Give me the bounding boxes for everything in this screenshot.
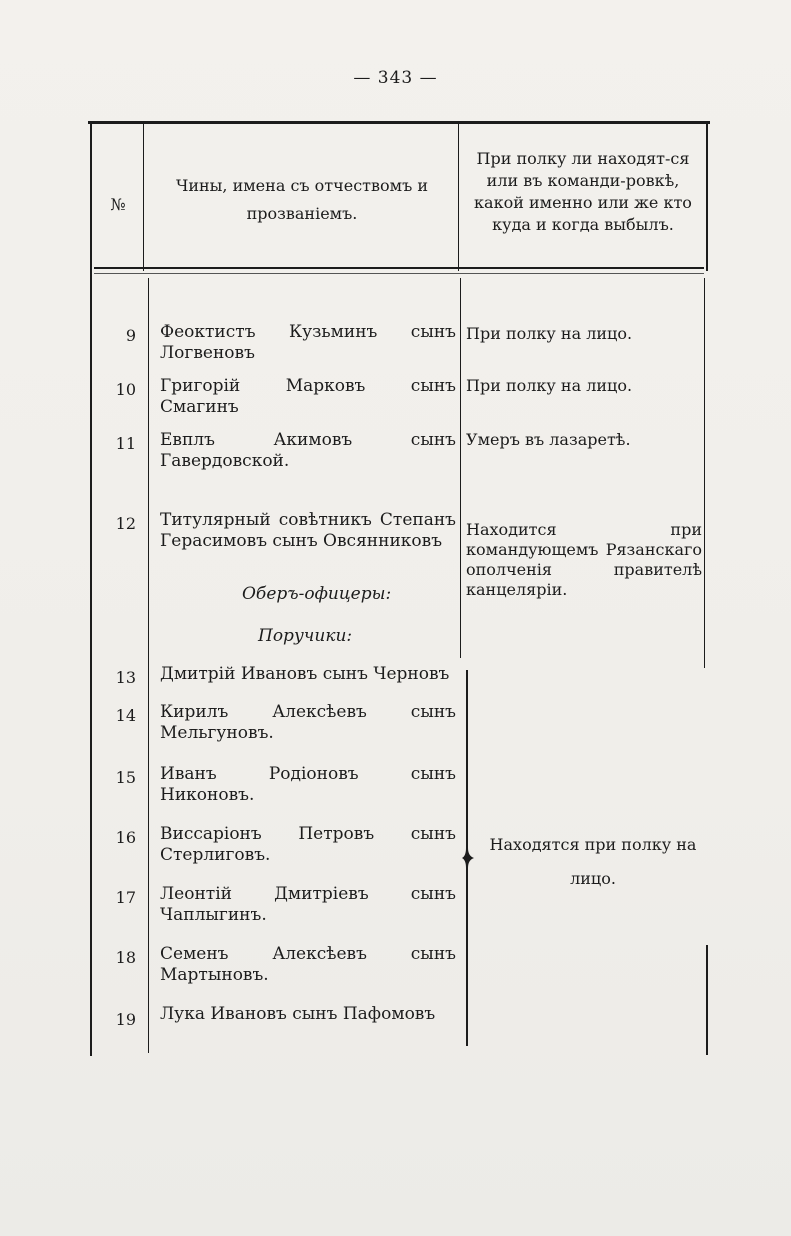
header-number: №: [110, 195, 126, 214]
group-row-name: Леонтій Дмитріевъ сынъ Чаплыгинъ.: [160, 884, 456, 925]
section-heading-lieutenants: Поручики:: [258, 626, 353, 646]
header-name: Чины, имена съ отчествомъ и прозваніемъ.: [175, 176, 429, 223]
row-status: Находится при командующемъ Рязанскаго ополченія правителѣ канцеляріи.: [466, 520, 702, 599]
table-top-border: [88, 121, 710, 124]
column-divider-2-body: [460, 278, 461, 658]
group-row-number: 14: [115, 706, 136, 725]
column-divider-2: [458, 124, 459, 271]
row-number: 9: [125, 326, 136, 345]
column-divider-1-body: [148, 278, 149, 1053]
column-divider-1: [143, 124, 144, 271]
row-name: Евплъ Акимовъ сынъ Гавердовской.: [160, 430, 456, 471]
row-number: 12: [115, 514, 136, 533]
group-status: Находятся при полку на лицо.: [489, 835, 697, 888]
section-heading-ober-officers: Оберъ-офицеры:: [242, 584, 392, 604]
header-status: При полку ли находят-ся или въ команди-ровкѣ, какой именно или же кто куда и когда выбылъ.: [474, 149, 692, 234]
row-status: При полку на лицо.: [466, 376, 633, 395]
curly-brace-icon: [462, 668, 476, 1048]
header-bottom-border-double: [94, 273, 704, 274]
group-row-name: Лука Ивановъ сынъ Пафомовъ: [160, 1004, 436, 1024]
group-row-number: 18: [115, 948, 136, 967]
header-bottom-border: [94, 267, 704, 269]
group-row-number: 19: [115, 1010, 136, 1029]
table-left-border: [90, 121, 92, 1056]
row-name: Григорій Марковъ сынъ Смагинъ: [160, 376, 456, 417]
row-name: Титулярный совѣтникъ Степанъ Герасимовъ сынъ Овсянниковъ: [160, 510, 456, 551]
page-number: — 343 —: [353, 68, 438, 88]
group-row-name: Кирилъ Алексѣевъ сынъ Мельгуновъ.: [160, 702, 456, 743]
group-row-number: 17: [115, 888, 136, 907]
group-row-number: 15: [115, 768, 136, 787]
group-row-number: 13: [115, 668, 136, 687]
group-row-number: 16: [115, 828, 136, 847]
group-row-name: Иванъ Родіоновъ сынъ Никоновъ.: [160, 764, 456, 805]
row-number: 10: [115, 380, 136, 399]
row-number: 11: [115, 434, 136, 453]
group-row-name: Семенъ Алексѣевъ сынъ Мартыновъ.: [160, 944, 456, 985]
row-name: Феоктистъ Кузьминъ сынъ Логвеновъ: [160, 322, 456, 363]
group-row-name: Дмитрій Ивановъ сынъ Черновъ: [160, 664, 450, 684]
row-status: Умеръ въ лазаретѣ.: [466, 430, 631, 449]
row-status: При полку на лицо.: [466, 324, 633, 343]
group-row-name: Виссаріонъ Петровъ сынъ Стерлиговъ.: [160, 824, 456, 865]
table-right-border-lower: [706, 945, 708, 1055]
table-right-border: [706, 121, 708, 271]
table-right-border-body: [704, 278, 705, 668]
